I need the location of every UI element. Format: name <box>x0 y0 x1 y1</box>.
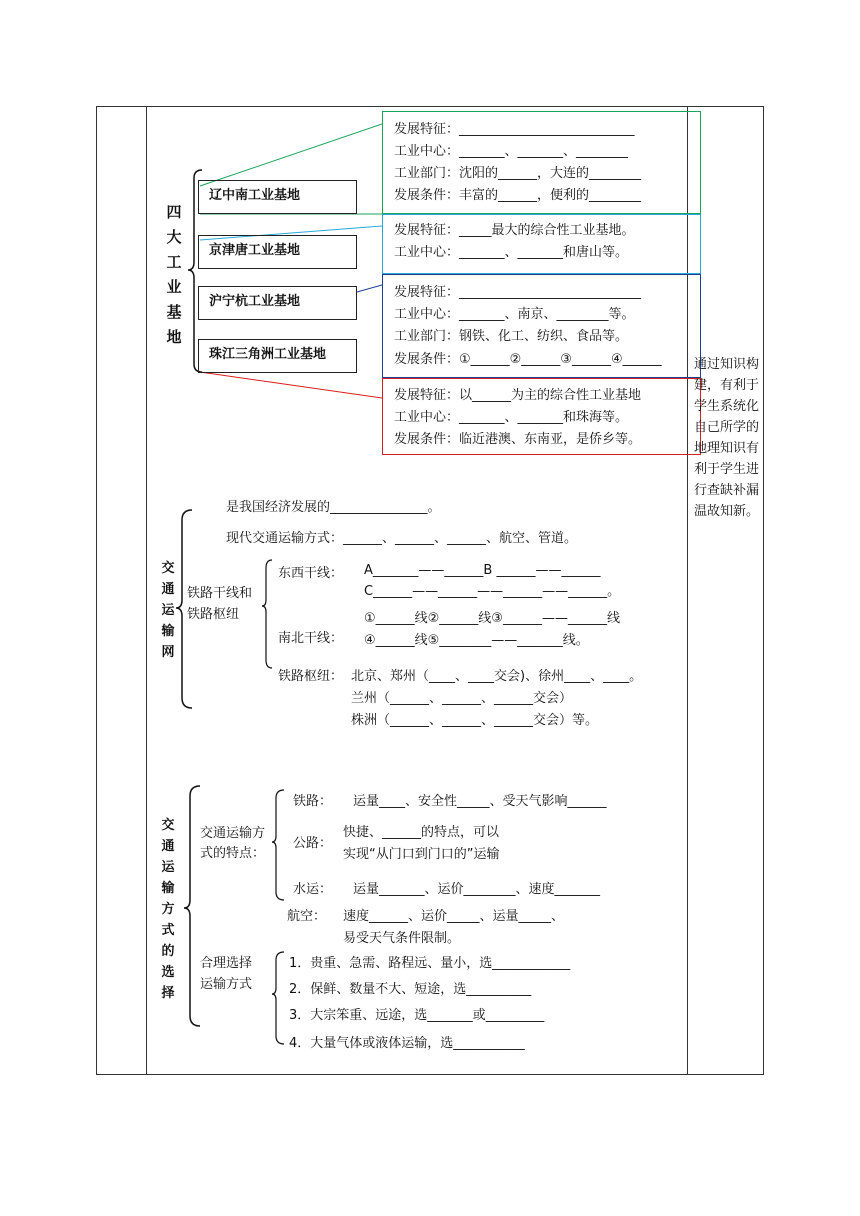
road-feature-2: 实现“从门口到门口的”运输 <box>343 847 500 862</box>
rail-label-2: 铁路枢纽 <box>187 607 240 622</box>
choose-line-1: 1．贵重、急需、路程远、量小，选____________ <box>289 956 571 971</box>
zhujiang-line-2: 工业中心：_______、_______和珠海等。 <box>394 410 629 425</box>
label-zhujiang: 珠江三角洲工业基地 <box>198 339 357 373</box>
rail-name: 铁路： <box>293 794 333 809</box>
hunan-line-2: 工业中心：_______、南京、________等。 <box>394 307 635 322</box>
label-hunan: 沪宁杭工业基地 <box>198 286 357 320</box>
zhujiang-line-3: 发展条件：临近港澳、东南亚，是侨乡等。 <box>394 432 642 447</box>
hub-line-2: 兰州（______、______、______交会） <box>351 691 573 706</box>
road-feature-1: 快捷、______的特点，可以 <box>343 825 500 840</box>
liaoning-line-3: 工业部门：沈阳的______，大连的________ <box>394 166 642 181</box>
air-name: 航空： <box>287 909 327 924</box>
liaoning-line-2: 工业中心：_______、_______、________ <box>394 144 629 159</box>
jingjin-line-2: 工业中心：_______、_______和唐山等。 <box>394 245 629 260</box>
hub-label: 铁路枢纽： <box>278 669 344 684</box>
water-name: 水运： <box>293 882 333 897</box>
liaoning-line-4: 发展条件：丰富的______，便利的________ <box>394 188 642 203</box>
choose-line-4: 4．大量气体或液体运输，选___________ <box>289 1036 525 1051</box>
hunan-line-3: 工业部门：钢铁、化工、纺织、食品等。 <box>394 329 629 344</box>
air-feature-2: 易受天气条件限制。 <box>343 931 461 946</box>
teaching-note: 通过知识构建，有利于学生系统化自己所学的地理知识有利于学生进行查缺补漏温故知新。 <box>694 357 760 519</box>
hunan-line-4: 发展条件：①______②______③______④______ <box>394 352 662 367</box>
rail-label-1: 铁路干线和 <box>187 586 253 601</box>
choose-label-1: 合理选择 <box>200 956 253 971</box>
net-line-2: 现代交通运输方式：______、______、______、航空、管道。 <box>226 531 578 546</box>
road-name: 公路： <box>293 836 333 851</box>
air-feature-1: 速度______、运价_____、运量_____、 <box>343 909 565 924</box>
choose-line-3: 3．大宗笨重、远途，选_______或_________ <box>289 1008 545 1023</box>
hunan-line-1: 发展特征：____________________________ <box>394 285 642 300</box>
jingjin-line-1: 发展特征：_____最大的综合性工业基地。 <box>394 223 635 238</box>
water-feature: 运量_______、运价________、速度_______ <box>353 882 601 897</box>
ew-line-2: C______——______——______——______。 <box>364 584 621 599</box>
zhujiang-line-1: 发展特征：以______为主的综合性工业基地 <box>394 388 642 403</box>
hub-line-3: 株洲（______、______、______交会）等。 <box>351 713 599 728</box>
choose-line-2: 2．保鲜、数量不大、短途，选__________ <box>289 982 532 997</box>
transport-net-title: 交通运输网 <box>161 561 175 660</box>
ns-line-2: ④______线⑤________——_______线。 <box>364 633 589 648</box>
ns-label: 南北干线： <box>278 631 344 646</box>
feat-label-2: 式的特点： <box>200 846 266 861</box>
ns-line-1: ①______线②______线③______——______线 <box>364 611 620 626</box>
liaoning-line-1: 发展特征：___________________________ <box>394 122 635 137</box>
ew-label: 东西干线： <box>278 566 344 581</box>
choose-label-2: 运输方式 <box>200 977 253 992</box>
bases-title: 四大工业基地 <box>166 203 182 346</box>
net-line-1: 是我国经济发展的_______________。 <box>226 500 441 515</box>
label-jingjin: 京津唐工业基地 <box>198 235 357 269</box>
rail-feature: 运量____、安全性_____、受天气影响______ <box>353 794 607 809</box>
feat-label-1: 交通运输方 <box>200 826 266 841</box>
label-liaoning: 辽中南工业基地 <box>198 180 357 214</box>
ew-line-1: A_______——______B ______——______ <box>364 563 601 578</box>
hub-line-1: 北京、郑州（____、____交会)、徐州____、____。 <box>351 669 643 684</box>
transport-choice-title: 交通运输方式的选择 <box>161 818 175 1001</box>
